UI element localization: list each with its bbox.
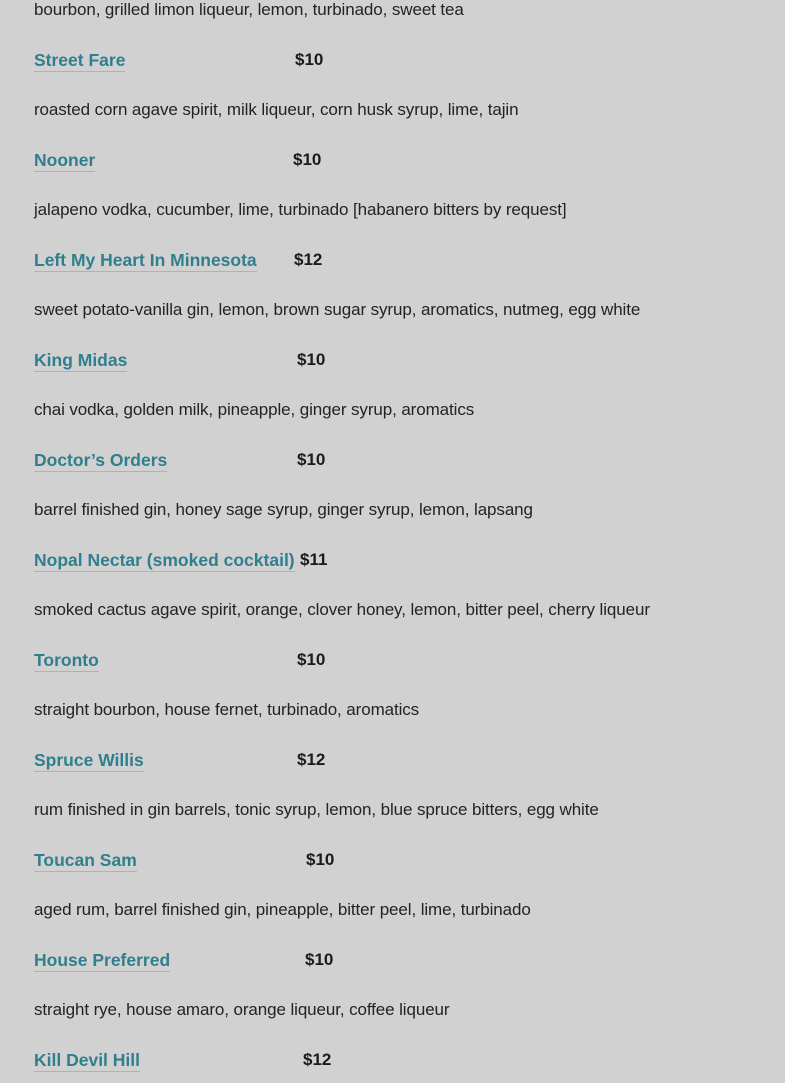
menu-item-toucan-sam [34,848,734,872]
menu-item-nooner [34,148,734,172]
item-price: $11 [300,550,328,569]
item-description: rum finished in gin barrels, tonic syrup, lemon, blue spruce bitters, egg white [34,800,599,819]
item-description: jalapeno vodka, cucumber, lime, turbinado [habanero bitters by request] [34,200,567,219]
item-name-link[interactable]: Kill Devil Hill [34,1050,140,1070]
menu-item-left-my-heart-in-minnesota [34,248,734,272]
menu-item-king-midas [34,348,734,372]
item-name-link[interactable]: House Preferred [34,950,171,970]
item-description: roasted corn agave spirit, milk liqueur, corn husk syrup, lime, tajin [34,100,519,119]
item-description: chai vodka, golden milk, pineapple, ginger syrup, aromatics [34,400,475,419]
item-name-link[interactable]: Spruce Willis [34,750,144,770]
item-description: aged rum, barrel finished gin, pineapple, bitter peel, lime, turbinado [34,900,531,919]
item-description: straight bourbon, house fernet, turbinado, aromatics [34,700,420,719]
menu-item-spruce-willis [34,748,734,772]
item-price: $12 [294,250,323,269]
item-name-link[interactable]: Nopal Nectar (smoked cocktail) [34,550,295,570]
item-name-link[interactable]: Nooner [34,150,96,170]
item-name-link[interactable]: Toronto [34,650,99,670]
item-price: $12 [303,1050,332,1069]
menu-item-doctors-orders [34,448,734,472]
item-description: bourbon, grilled limon liqueur, lemon, turbinado, sweet tea [34,0,464,19]
menu-item-house-preferred [34,948,734,972]
item-name-link[interactable]: Toucan Sam [34,850,137,870]
menu-item-kill-devil-hill [34,1048,734,1072]
item-price: $10 [297,650,326,669]
item-name-link[interactable]: Street Fare [34,50,126,70]
item-price: $10 [297,450,326,469]
item-description: straight rye, house amaro, orange liqueur, coffee liqueur [34,1000,450,1019]
item-price: $10 [295,50,324,69]
item-name-link[interactable]: Left My Heart In Minnesota [34,250,257,270]
item-price: $10 [297,350,326,369]
item-price: $10 [293,150,322,169]
item-price: $12 [297,750,326,769]
item-name-link[interactable]: Doctor’s Orders [34,450,168,470]
item-description: sweet potato-vanilla gin, lemon, brown sugar syrup, aromatics, nutmeg, egg white [34,300,641,319]
menu-item-street-fare [34,48,734,72]
item-description: barrel finished gin, honey sage syrup, ginger syrup, lemon, lapsang [34,500,533,519]
item-price: $10 [306,850,335,869]
menu-item-nopal-nectar [34,548,734,572]
item-description: smoked cactus agave spirit, orange, clover honey, lemon, bitter peel, cherry liqueur [34,600,650,619]
menu-item-toronto [34,648,734,672]
item-name-link[interactable]: King Midas [34,350,128,370]
item-price: $10 [305,950,334,969]
